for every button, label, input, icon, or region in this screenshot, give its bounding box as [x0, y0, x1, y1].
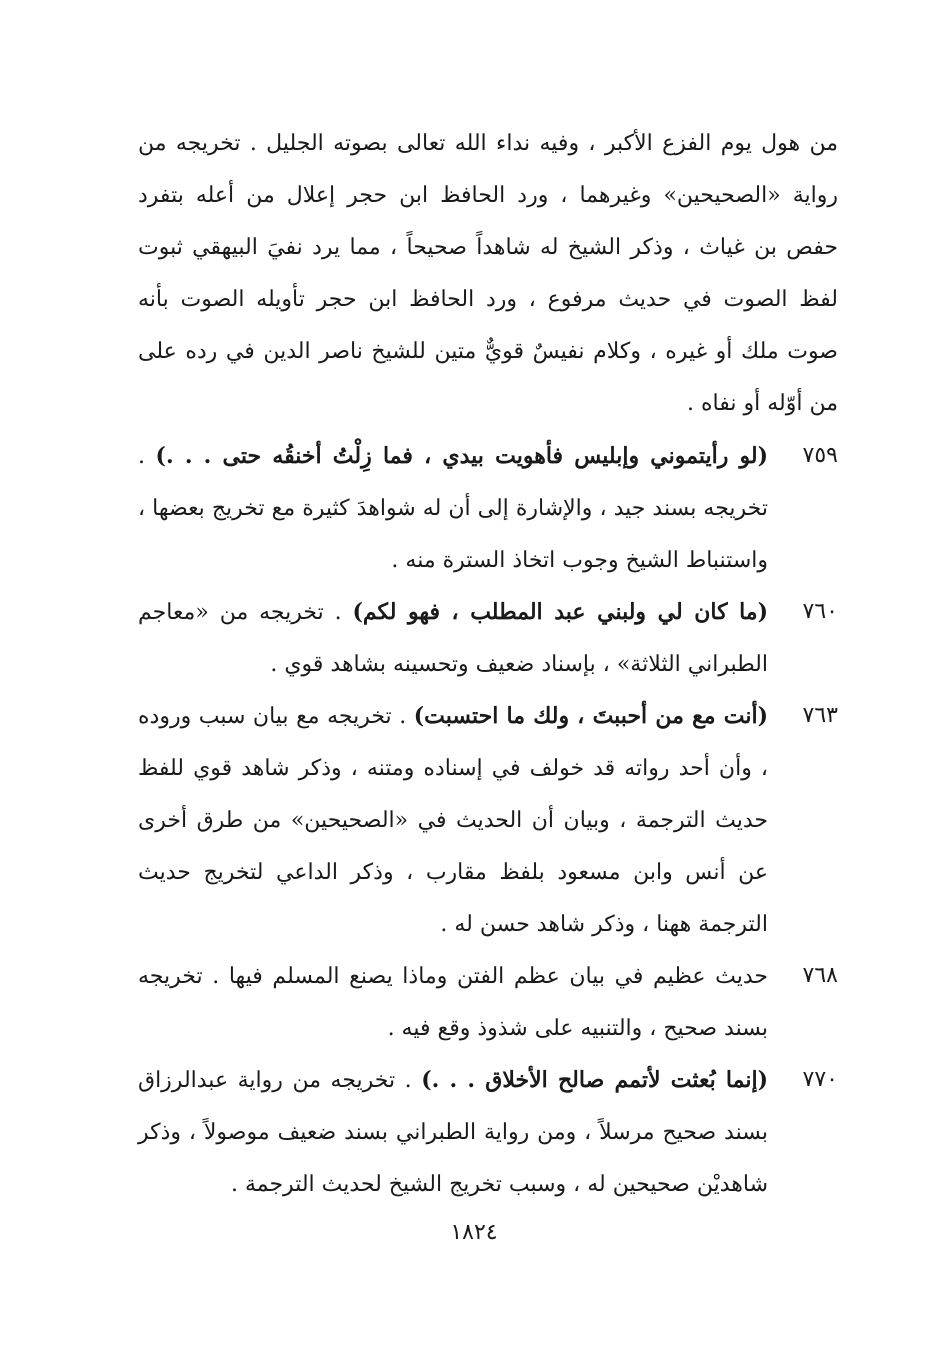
entry-body: [138, 1054, 768, 1211]
entry-760: [138, 586, 838, 691]
hadith-quote: (لو رأيتموني وإبليس فأهويت بيدي ، فما زِلْتُ أخنقُه حتى . . .): [155, 443, 769, 469]
hadith-quote: (ما كان لي ولبني عبد المطلب ، فهو لكم): [352, 599, 768, 625]
entry-text: . تخريجه مع بيان سبب وروده ، وأن أحد رواته قد خولف في إسناده ومتنه ، وذكر شاهد قوي للفظ حديث الترجمة ، وبيان أن الحديث في «الصحيحين» من طرق أخرى عن أنس وابن مسعود بلفظ مقارب ، وذكر الداعي لتخريج حديث الترجمة ههنا ، وذكر شاهد حسن له .: [138, 704, 768, 937]
hadith-quote: (إنما بُعثت لأتمم صالح الأخلاق . . .): [421, 1067, 768, 1093]
entry-body: [138, 586, 768, 691]
entry-body: [138, 690, 768, 951]
entry-text: حديث عظيم في بيان عظم الفتن وماذا يصنع المسلم فيها . تخريجه بسند صحيح ، والتنبيه على شذوذ وقع فيه .: [138, 964, 768, 1041]
entry-768: [138, 950, 838, 1055]
entry-770: [138, 1054, 838, 1211]
entry-number: ٧٦٨: [802, 963, 838, 988]
entry-number: ٧٦٠: [802, 599, 838, 624]
entry-number: ٧٦٣: [802, 703, 838, 728]
entry-body: [138, 430, 768, 587]
page-number: ١٨٢٤: [450, 1220, 498, 1245]
intro-paragraph: من هول يوم الفزع الأكبر ، وفيه نداء الله تعالى بصوته الجليل . تخريجه من رواية «الصحيحين» وغيرهما ، ورد الحافظ ابن حجر إعلال من أعله بتفرد حفص بن غياث ، وذكر الشيخ له شاهداً صحيحاً ، مما يرد نفيَ البيهقي ثبوت لفظ الصوت في حديث مرفوع ، ورد الحافظ ابن حجر تأويله الصوت بأنه صوت ملك أو غيره ، وكلام نفيسٌ قويٌّ متين للشيخ ناصر الدين في رده على من أوّله أو نفاه .: [138, 131, 838, 416]
entry-text: . تخريجه بسند جيد ، والإشارة إلى أن له شواهدَ كثيرة مع تخريج بعضها ، واستنباط الشيخ وجوب اتخاذ السترة منه .: [138, 444, 768, 573]
entry-text: . تخريجه من رواية عبدالرزاق بسند صحيح مرسلاً ، ومن رواية الطبراني بسند ضعيف موصولاً ، وذكر شاهديْن صحيحين له ، وسبب تخريج الشيخ لحديث الترجمة .: [138, 1068, 768, 1197]
entry-number: ٧٧٠: [802, 1067, 838, 1092]
entry-text: . تخريجه من «معاجم الطبراني الثلاثة» ، بإسناد ضعيف وتحسينه بشاهد قوي .: [138, 600, 768, 677]
entry-759: [138, 430, 838, 587]
hadith-quote: (أنت مع من أحببتَ ، ولك ما احتسبت): [413, 703, 768, 729]
entry-763: [138, 690, 838, 951]
entry-number: ٧٥٩: [802, 443, 838, 468]
entry-body: [138, 950, 768, 1055]
